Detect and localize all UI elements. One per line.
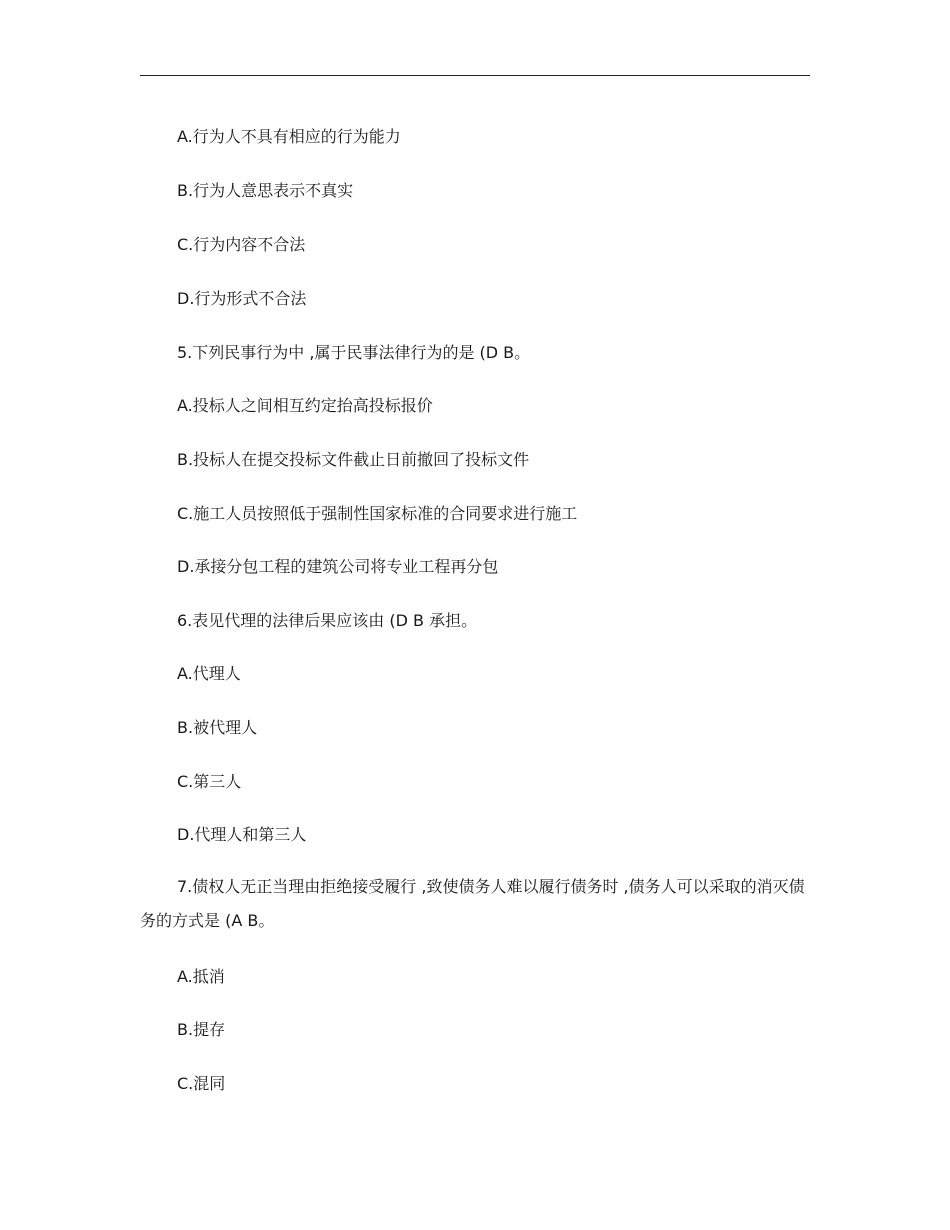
option-line: C.第三人 [177, 772, 242, 791]
option-line: A.行为人不具有相应的行为能力 [177, 127, 401, 146]
question-line: 5.下列民事行为中 ,属于民事法律行为的是 (D B。 [177, 343, 531, 362]
option-line: D.承接分包工程的建筑公司将专业工程再分包 [177, 557, 499, 576]
option-line: A.抵消 [177, 967, 225, 986]
option-line: C.施工人员按照低于强制性国家标准的合同要求进行施工 [177, 504, 578, 523]
question-line: 7.债权人无正当理由拒绝接受履行 ,致使债务人难以履行债务时 ,债务人可以采取的消灭债务的方式是 (A B。 [140, 877, 805, 930]
option-line: A.投标人之间相互约定抬高投标报价 [177, 396, 433, 415]
option-line: C.混同 [177, 1074, 226, 1093]
option-line: A.代理人 [177, 664, 241, 683]
option-line: B.行为人意思表示不真实 [177, 181, 354, 200]
option-line: B.投标人在提交投标文件截止日前撤回了投标文件 [177, 450, 530, 469]
option-line: B.被代理人 [177, 718, 258, 737]
option-line: D.行为形式不合法 [177, 289, 307, 308]
option-line: C.行为内容不合法 [177, 235, 306, 254]
option-line: D.代理人和第三人 [177, 825, 307, 844]
header-rule [140, 75, 810, 76]
question-line: 6.表见代理的法律后果应该由 (D B 承担。 [177, 611, 478, 630]
option-line: B.提存 [177, 1020, 226, 1039]
